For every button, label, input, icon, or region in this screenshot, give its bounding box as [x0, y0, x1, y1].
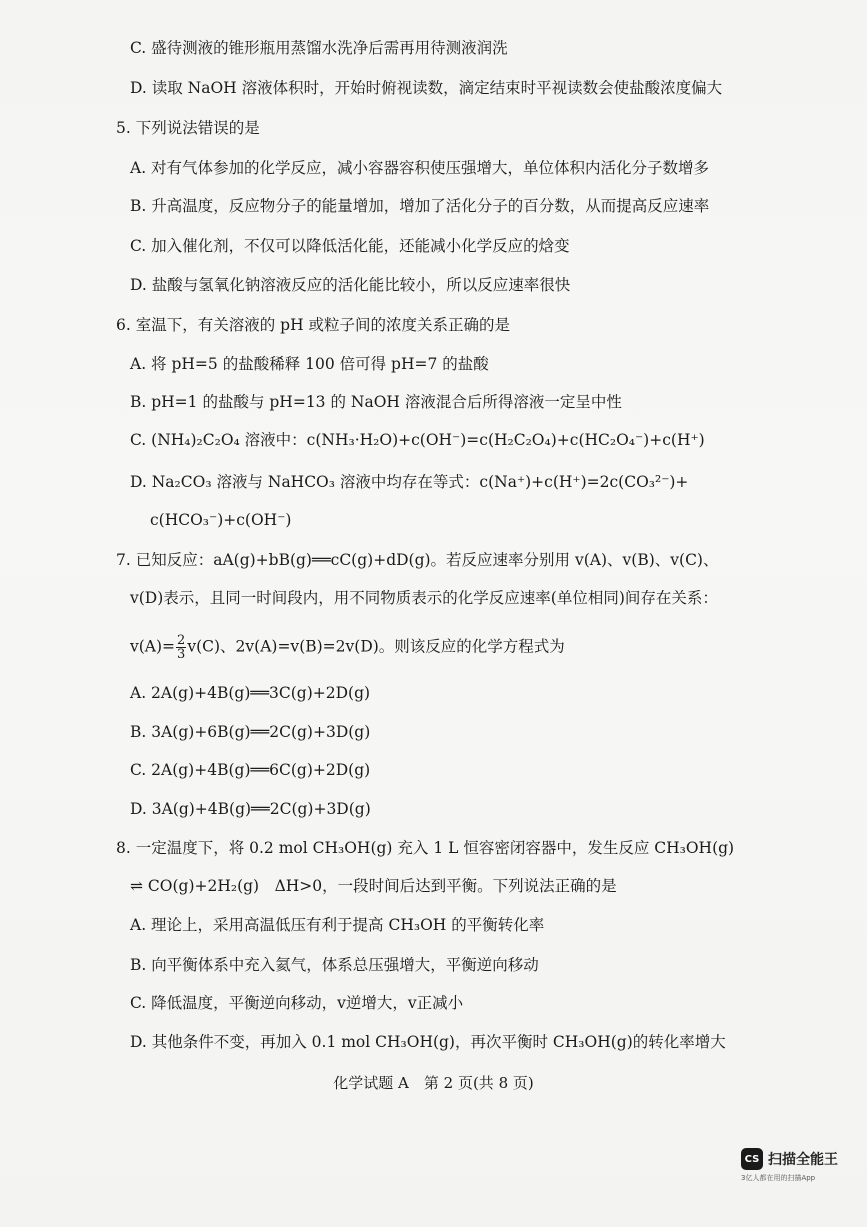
q6-option-c: C. (NH₄)₂C₂O₄ 溶液中：c(NH₃·H₂O)+c(OH⁻)=c(H₂C₂O₄)+c(HC₂O₄⁻)+c(H⁺) [130, 431, 705, 449]
fraction [176, 634, 186, 661]
q7-relation-post: v(C)、2v(A)=v(B)=2v(D)。则该反应的化学方程式为 [187, 637, 565, 656]
q7-relation-pre: v(A)= [130, 637, 176, 656]
q7-option-a: A. 2A(g)+4B(g)══3C(g)+2D(g) [130, 684, 371, 702]
q4-option-c: C. 盛待测液的锥形瓶用蒸馏水洗净后需再用待测液润洗 [130, 39, 508, 57]
q5-option-d: D. 盐酸与氢氧化钠溶液反应的活化能比较小，所以反应速率很快 [130, 276, 571, 294]
fraction-denominator: 3 [177, 647, 186, 662]
q5-stem: 5. 下列说法错误的是 [116, 119, 260, 137]
q6-option-b: B. pH=1 的盐酸与 pH=13 的 NaOH 溶液混合后所得溶液一定呈中性 [130, 393, 622, 411]
q7-option-c: C. 2A(g)+4B(g)══6C(g)+2D(g) [130, 761, 371, 779]
q8-option-d: D. 其他条件不变，再加入 0.1 mol CH₃OH(g)，再次平衡时 CH₃OH(g)的转化率增大 [130, 1033, 726, 1051]
q5-option-c: C. 加入催化剂，不仅可以降低活化能，还能减小化学反应的焓变 [130, 237, 570, 255]
q8-option-c: C. 降低温度，平衡逆向移动，v逆增大，v正减小 [130, 994, 464, 1012]
q8-stem-line2: ⇌ CO(g)+2H₂(g) ΔH>0，一段时间后达到平衡。下列说法正确的是 [130, 877, 617, 895]
watermark-app-name: 扫描全能王 [768, 1152, 838, 1168]
q5-option-a: A. 对有气体参加的化学反应，减小容器容积使压强增大，单位体积内活化分子数增多 [130, 159, 710, 177]
q7-stem-line2: v(D)表示，且同一时间段内，用不同物质表示的化学反应速率(单位相同)间存在关系： [130, 589, 718, 607]
q6-option-d-line1: D. Na₂CO₃ 溶液与 NaHCO₃ 溶液中均存在等式：c(Na⁺)+c(H⁺)=2c(CO₃²⁻)+ [130, 473, 689, 491]
watermark-slogan: 3亿人都在用的扫描App [741, 1174, 816, 1182]
q7-stem: 7. 已知反应：aA(g)+bB(g)══cC(g)+dD(g)。若反应速率分别用 v(A)、v(B)、v(C)、 [116, 551, 719, 569]
camscanner-logo-icon: CS [741, 1148, 763, 1170]
q7-option-b: B. 3A(g)+6B(g)══2C(g)+3D(g) [130, 723, 371, 741]
q8-stem: 8. 一定温度下，将 0.2 mol CH₃OH(g) 充入 1 L 恒容密闭容器中，发生反应 CH₃OH(g) [116, 839, 735, 857]
q6-stem: 6. 室温下，有关溶液的 pH 或粒子间的浓度关系正确的是 [116, 316, 511, 334]
q4-option-d: D. 读取 NaOH 溶液体积时，开始时俯视读数，滴定结束时平视读数会使盐酸浓度偏大 [130, 79, 723, 97]
page-footer: 化学试题 A 第 2 页(共 8 页) [333, 1074, 534, 1092]
scanner-watermark [741, 1148, 838, 1170]
q7-option-d: D. 3A(g)+4B(g)══2C(g)+3D(g) [130, 800, 371, 818]
fraction-numerator: 2 [177, 633, 186, 648]
q8-option-b: B. 向平衡体系中充入氦气，体系总压强增大，平衡逆向移动 [130, 956, 539, 974]
q7-relation [130, 634, 565, 661]
q6-option-a: A. 将 pH=5 的盐酸稀释 100 倍可得 pH=7 的盐酸 [130, 355, 489, 373]
q6-option-d-line2: c(HCO₃⁻)+c(OH⁻) [150, 511, 292, 529]
q5-option-b: B. 升高温度，反应物分子的能量增加，增加了活化分子的百分数，从而提高反应速率 [130, 197, 710, 215]
q8-option-a: A. 理论上，采用高温低压有利于提高 CH₃OH 的平衡转化率 [130, 916, 545, 934]
